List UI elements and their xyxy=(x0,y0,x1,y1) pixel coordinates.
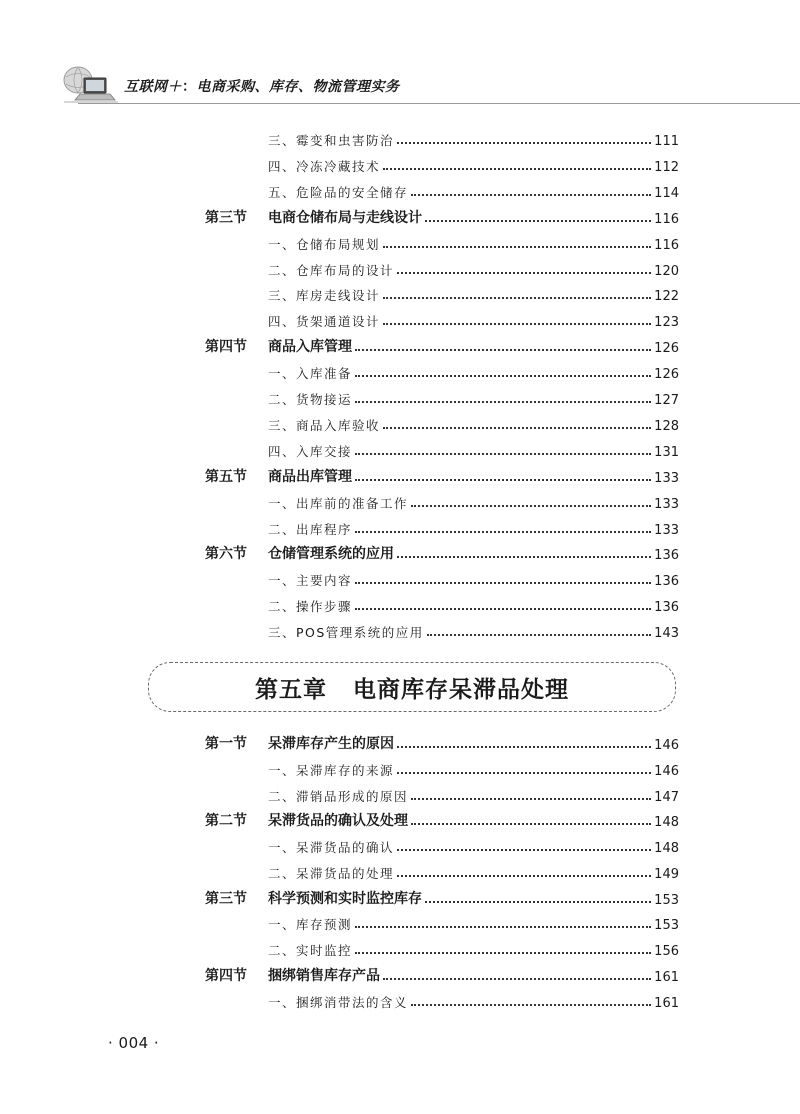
laptop-globe-icon xyxy=(60,64,120,108)
page-ref: 148 xyxy=(654,815,679,831)
chapter-heading xyxy=(255,671,569,704)
dot-leader xyxy=(397,555,651,558)
page-ref: 114 xyxy=(654,185,679,201)
header-rule xyxy=(78,103,800,104)
chapter-banner xyxy=(148,662,676,712)
subsection-title: 三、POS管理系统的应用 xyxy=(268,625,424,641)
subsection-title: 一、出库前的准备工作 xyxy=(268,495,409,511)
page-ref: 128 xyxy=(654,418,679,434)
book-title xyxy=(124,76,400,96)
toc-subsection-row xyxy=(205,438,679,460)
page-ref: 136 xyxy=(654,548,679,564)
page-ref: 133 xyxy=(654,496,679,512)
subsection-title: 一、库存预测 xyxy=(268,917,353,933)
section-title: 商品出库管理 xyxy=(268,468,352,485)
page-ref: 146 xyxy=(654,738,679,753)
page-ref: 153 xyxy=(654,918,679,934)
toc-subsection-row xyxy=(205,619,679,641)
toc-subsection-row xyxy=(205,257,679,279)
toc-subsection-row xyxy=(205,153,679,175)
toc-subsection-row xyxy=(205,860,679,882)
toc-subsection-row xyxy=(205,911,679,933)
page-ref: 149 xyxy=(654,866,679,882)
toc-section-row xyxy=(205,541,679,563)
section-title: 科学预测和实时监控库存 xyxy=(268,890,422,907)
page-ref: 127 xyxy=(654,393,679,408)
dot-leader xyxy=(355,400,651,403)
dot-leader xyxy=(397,874,651,877)
toc-subsection-row xyxy=(205,567,679,589)
dot-leader xyxy=(411,504,651,507)
dot-leader xyxy=(383,426,651,429)
subsection-title: 一、主要内容 xyxy=(268,573,353,589)
subsection-title: 三、霉变和虫害防治 xyxy=(268,133,395,148)
subsection-title: 二、出库程序 xyxy=(268,521,353,537)
subsection-title: 四、入库交接 xyxy=(268,443,353,459)
page-ref: 131 xyxy=(654,444,679,460)
page-ref: 136 xyxy=(654,600,679,616)
dot-leader xyxy=(355,530,651,533)
page-ref: 161 xyxy=(654,995,679,1011)
dot-leader xyxy=(355,374,651,377)
toc-subsection-row xyxy=(205,490,679,512)
dot-leader xyxy=(411,822,651,825)
subsection-title: 二、实时监控 xyxy=(268,943,353,958)
page-ref: 156 xyxy=(654,944,679,959)
toc-subsection-row xyxy=(205,386,679,408)
dot-leader xyxy=(355,951,651,954)
page-ref: 120 xyxy=(654,263,679,279)
dot-leader xyxy=(355,348,651,351)
chapter-number: 第五章 xyxy=(255,675,327,703)
subsection-title: 五、危险品的安全储存 xyxy=(268,184,409,200)
toc-subsection-row xyxy=(205,834,679,856)
toc-subsection-row xyxy=(205,231,679,253)
subsection-title: 一、捆绑消带法的含义 xyxy=(268,994,409,1010)
section-title: 商品入库管理 xyxy=(268,339,352,356)
toc-subsection-row xyxy=(205,360,679,382)
page-number: · 004 · xyxy=(108,1034,160,1052)
toc-subsection-row xyxy=(205,937,679,959)
section-number: 第二节 xyxy=(205,813,247,830)
toc-subsection-row xyxy=(205,989,679,1011)
subsection-title: 一、入库准备 xyxy=(268,366,353,382)
dot-leader xyxy=(411,1003,651,1006)
subsection-title: 二、操作步骤 xyxy=(268,599,353,615)
toc-section-row xyxy=(205,886,679,908)
page-ref: 126 xyxy=(654,367,679,383)
section-number: 第三节 xyxy=(205,209,247,226)
dot-leader xyxy=(355,478,651,481)
subsection-title: 二、货物接运 xyxy=(268,392,353,407)
page-ref: 133 xyxy=(654,522,679,538)
page-ref: 122 xyxy=(654,289,679,305)
dot-leader xyxy=(383,322,651,325)
book-title-separator: ： xyxy=(182,79,197,95)
page-ref: 112 xyxy=(654,159,679,175)
dot-leader xyxy=(355,581,651,584)
subsection-title: 二、呆滞货品的处理 xyxy=(268,865,395,881)
dot-leader xyxy=(425,900,651,903)
book-title-main: 电商采购、库存、物流管理实务 xyxy=(196,79,400,95)
section-number: 第六节 xyxy=(205,546,247,563)
section-title: 捆绑销售库存产品 xyxy=(268,967,380,984)
toc-section-row xyxy=(205,334,679,356)
page-ref: 116 xyxy=(654,237,679,253)
page-ref: 148 xyxy=(654,841,679,856)
section-number: 第五节 xyxy=(205,468,247,485)
toc-subsection-row xyxy=(205,308,679,330)
dot-leader xyxy=(397,771,651,774)
page-ref: 123 xyxy=(654,315,679,331)
page-ref: 161 xyxy=(654,969,679,985)
section-number: 第四节 xyxy=(205,967,247,984)
subsection-title: 一、呆滞货品的确认 xyxy=(268,840,395,855)
dot-leader xyxy=(427,633,651,636)
dot-leader xyxy=(397,271,651,274)
toc-subsection-row xyxy=(205,783,679,805)
toc-subsection-row xyxy=(205,516,679,538)
dot-leader xyxy=(397,141,651,144)
toc-section-row xyxy=(205,808,679,830)
dot-leader xyxy=(355,925,651,928)
toc-subsection-row xyxy=(205,282,679,304)
subsection-title: 一、呆滞库存的来源 xyxy=(268,762,395,778)
page-ref: 116 xyxy=(654,211,679,227)
section-title: 仓储管理系统的应用 xyxy=(268,546,394,563)
toc-subsection-row xyxy=(205,412,679,434)
page-ref: 146 xyxy=(654,763,679,779)
toc-subsection-row xyxy=(205,179,679,201)
dot-leader xyxy=(383,296,651,299)
dot-leader xyxy=(383,245,651,248)
section-number: 第一节 xyxy=(205,736,247,752)
page-ref: 133 xyxy=(654,470,679,486)
page-ref: 111 xyxy=(654,134,679,149)
dot-leader xyxy=(411,193,651,196)
subsection-title: 三、库房走线设计 xyxy=(268,288,381,304)
toc-section-row xyxy=(205,731,679,753)
dot-leader xyxy=(383,167,651,170)
section-number: 第三节 xyxy=(205,890,247,907)
page-ref: 136 xyxy=(654,574,679,590)
toc-section-row xyxy=(205,464,679,486)
section-title: 电商仓储布局与走线设计 xyxy=(268,209,422,226)
page-ref: 143 xyxy=(654,626,679,642)
dot-leader xyxy=(355,607,651,610)
subsection-title: 四、货架通道设计 xyxy=(268,314,381,330)
dot-leader xyxy=(383,977,651,980)
section-number: 第四节 xyxy=(205,339,247,356)
dot-leader xyxy=(397,848,651,851)
page-ref: 153 xyxy=(654,892,679,908)
subsection-title: 三、商品入库验收 xyxy=(268,417,381,433)
page-ref: 126 xyxy=(654,341,679,357)
toc-section-row xyxy=(205,963,679,985)
toc-subsection-row xyxy=(205,757,679,779)
page-ref: 147 xyxy=(654,789,679,805)
page-header xyxy=(0,0,800,115)
section-title: 呆滞货品的确认及处理 xyxy=(268,813,408,830)
chapter-title: 电商库存呆滞品处理 xyxy=(353,675,569,703)
dot-leader xyxy=(425,219,651,222)
dot-leader xyxy=(355,452,651,455)
toc-subsection-row xyxy=(205,127,679,149)
section-title: 呆滞库存产生的原因 xyxy=(268,736,394,752)
subsection-title: 四、冷冻冷藏技术 xyxy=(268,158,381,174)
toc-section-row xyxy=(205,205,679,227)
toc-subsection-row xyxy=(205,593,679,615)
subsection-title: 二、仓库布局的设计 xyxy=(268,262,395,278)
subsection-title: 一、仓储布局规划 xyxy=(268,236,381,252)
dot-leader xyxy=(411,797,651,800)
dot-leader xyxy=(397,745,651,748)
subsection-title: 二、滞销品形成的原因 xyxy=(268,788,409,804)
book-title-prefix: 互联网＋ xyxy=(124,79,182,95)
